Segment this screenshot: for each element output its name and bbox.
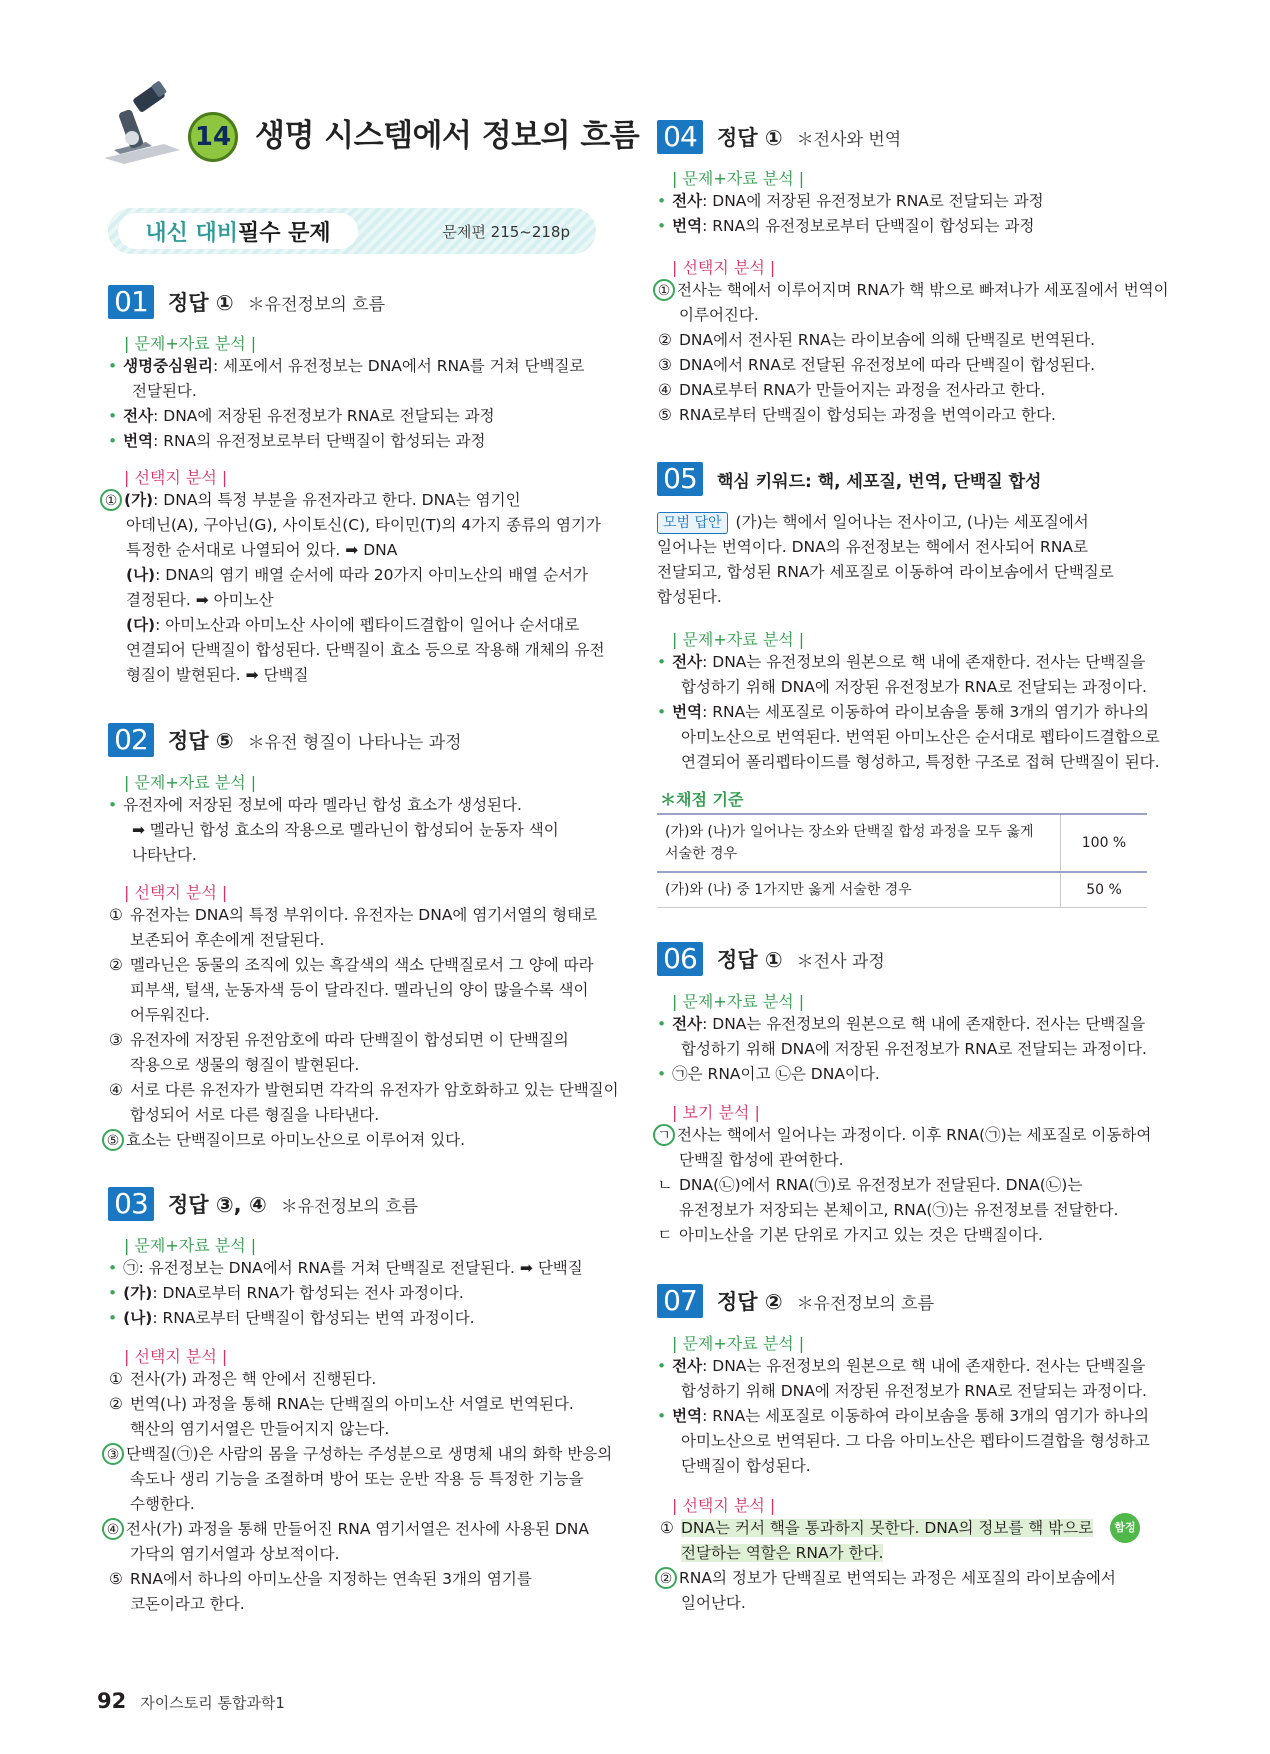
q06-bogi-line: 단백질 합성에 관여한다. (679, 1151, 844, 1169)
q05-analysis-line: 합성하기 위해 DNA에 저장된 유전정보가 RNA로 전달되는 과정이다. (681, 678, 1147, 696)
q07-choice-line: RNA의 정보가 단백질로 번역되는 과정은 세포질의 라이보솜에서 (679, 1569, 1116, 1587)
q05-analysis-heading: | 문제+자료 분석 | (672, 630, 805, 649)
choice-mark: ③ (109, 1031, 123, 1049)
q03-analysis-line: ㉠: 유전정보는 DNA에서 RNA를 거쳐 단백질로 전달된다. ➡ 단백질 (123, 1259, 583, 1277)
table-row (657, 814, 1147, 872)
q04-choices-heading: | 선택지 분석 | (672, 258, 776, 277)
q02-choice-line: 어두워진다. (130, 1006, 210, 1024)
q05-analysis-line: 아미노산으로 번역된다. 번역된 아미노산은 순서대로 펩타이드결합으로 (681, 728, 1160, 746)
q01-analysis-heading: | 문제+자료 분석 | (124, 334, 257, 353)
scoring-label: 채점 기준 (676, 790, 744, 809)
trap-badge: 함정 (1110, 1513, 1140, 1543)
q04-number: 04 (657, 120, 703, 154)
q02-choice-line: 서로 다른 유전자가 발현되면 각각의 유전자가 암호화하고 있는 단백질이 (130, 1081, 619, 1099)
table-row (657, 872, 1147, 908)
q07-choice-line-highlighted: DNA는 커서 핵을 통과하지 못한다. DNA의 정보를 핵 밖으로 (681, 1519, 1094, 1537)
q02-choices-heading: | 선택지 분석 | (124, 883, 228, 902)
q01-analysis-line: 생명중심원리: 세포에서 유전정보는 DNA에서 RNA를 거쳐 단백질로 (123, 357, 585, 375)
asterisk-icon: ＊ (660, 790, 677, 809)
q03-choice-line: 코돈이라고 한다. (130, 1595, 245, 1613)
q04-choice-line: RNA로부터 단백질이 합성되는 과정을 번역이라고 한다. (679, 406, 1056, 424)
q04-choice-line: DNA에서 전사된 RNA는 라이보솜에 의해 단백질로 번역된다. (679, 331, 1096, 349)
q05-model-answer (657, 510, 1257, 610)
q03-analysis-line: (나): RNA로부터 단백질이 합성되는 번역 과정이다. (123, 1309, 475, 1327)
banner-page-ref: 문제편 215~218p (442, 223, 570, 241)
q04-analysis-line: 번역: RNA의 유전정보로부터 단백질이 합성되는 과정 (672, 217, 1035, 235)
q03-analysis: • ㉠: 유전정보는 DNA에서 RNA를 거쳐 단백질로 전달된다. ➡ 단백질 • (가): DNA로부터 RNA가 합성되는 전사 과정이다. • (나): RNA로부터 단백질이 합성되는 번역 과정이다. (108, 1259, 583, 1327)
q07-choices-heading: | 선택지 분석 | (672, 1496, 776, 1515)
q06-bogi-line: 전사는 핵에서 일어나는 과정이다. 이후 RNA(㉠)는 세포질로 이동하여 (677, 1126, 1152, 1144)
bogi-mark: ㄴ (657, 1176, 673, 1194)
choice-mark: ⑤ (109, 1570, 123, 1588)
q03-choice-line: 번역(나) 과정을 통해 RNA는 단백질의 아미노산 서열로 번역된다. (130, 1395, 574, 1413)
q04-analysis: • 전사: DNA에 저장된 유전정보가 RNA로 전달되는 과정 • 번역: RNA의 유전정보로부터 단백질이 합성되는 과정 (657, 192, 1044, 235)
q05-analysis-line: 번역: RNA는 세포질로 이동하여 라이보솜을 통해 3개의 염기가 하나의 (672, 703, 1149, 721)
q03-choice-line: 단백질(㉠)은 사람의 몸을 구성하는 주성분으로 생명체 내의 화학 반응의 (126, 1445, 613, 1463)
q07-choice-line: 일어난다. (681, 1594, 746, 1612)
q02-analysis-heading: | 문제+자료 분석 | (124, 773, 257, 792)
q02-choice-line: 유전자는 DNA의 특정 부위이다. 유전자는 DNA에 염기서열의 형태로 (130, 906, 598, 924)
q07-analysis-line: 단백질이 합성된다. (681, 1457, 811, 1475)
q02-header (108, 723, 462, 757)
choice-mark-correct: ⑤ (102, 1129, 124, 1151)
banner-label-green: 내신 대비 (145, 220, 238, 246)
q04-choice-line: 전사는 핵에서 이루어지며 RNA가 핵 밖으로 빠져나가 세포질에서 번역이 (677, 281, 1169, 299)
q06-bogi-line: DNA(㉡)에서 RNA(㉠)로 유전정보가 전달된다. DNA(㉡)는 (679, 1176, 1083, 1194)
banner-label-black: 필수 문제 (238, 220, 331, 246)
q05-analysis-line: 연결되어 폴리펩타이드를 형성하고, 특정한 구조로 접혀 단백질이 된다. (681, 753, 1160, 771)
q07-choice-line-highlighted: 전달하는 역할은 RNA가 한다. (681, 1544, 884, 1562)
q06-analysis-line: 전사: DNA는 유전정보의 원본으로 핵 내에 존재한다. 전사는 단백질을 (672, 1015, 1146, 1033)
q03-topic: ＊유전정보의 흐름 (280, 1196, 419, 1217)
q01-answer: 정답 ① (168, 291, 234, 315)
scoring-heading (660, 787, 743, 810)
q05-number: 05 (657, 462, 703, 496)
q07-header (657, 1284, 934, 1318)
q01-choice-line: 특정한 순서대로 나열되어 있다. ➡ DNA (126, 541, 398, 559)
q01-choices (102, 488, 632, 688)
q05-model-line: 전달되고, 합성된 RNA가 세포질로 이동하여 라이보솜에서 단백질로 (657, 563, 1114, 581)
q02-choice-line: 효소는 단백질이므로 아미노산으로 이루어져 있다. (126, 1131, 466, 1149)
choice-mark: ② (658, 331, 672, 349)
q05-model-line: 일어나는 번역이다. DNA의 유전정보는 핵에서 전사되어 RNA로 (657, 538, 1088, 556)
q01-choice-line: (나): DNA의 염기 배열 순서에 따라 20가지 아미노산의 배열 순서가 (126, 566, 588, 584)
q01-analysis-line: 전사: DNA에 저장된 유전정보가 RNA로 전달되는 과정 (123, 407, 495, 425)
scoring-table (657, 813, 1147, 908)
q01-choice-line: (가): DNA의 특정 부분을 유전자라고 한다. DNA는 염기인 (124, 491, 521, 509)
q03-choice-line: 수행한다. (130, 1495, 195, 1513)
q02-analysis: • 유전자에 저장된 정보에 따라 멜라닌 합성 효소가 생성된다. ➡ 멜라닌 합성 효소의 작용으로 멜라닌이 합성되어 눈동자 색이 나타난다. (108, 793, 628, 868)
section-banner (108, 208, 596, 254)
q04-analysis-line: 전사: DNA에 저장된 유전정보가 RNA로 전달되는 과정 (672, 192, 1044, 210)
q04-choices (655, 278, 1255, 428)
q02-choices (106, 903, 631, 1153)
q06-analysis-line: 합성하기 위해 DNA에 저장된 유전정보가 RNA로 전달되는 과정이다. (681, 1040, 1147, 1058)
chapter-title: 생명 시스템에서 정보의 흐름 (255, 118, 640, 154)
q01-topic: ＊유전정보의 흐름 (247, 294, 386, 315)
q03-choice-line: 전사(가) 과정을 통해 만들어진 RNA 염기서열은 전사에 사용된 DNA (126, 1520, 589, 1538)
q07-analysis-line: 아미노산으로 번역된다. 그 다음 아미노산은 펩타이드결합을 형성하고 (681, 1432, 1150, 1450)
q05-model-line: 합성된다. (657, 588, 722, 606)
choice-mark-correct: ① (653, 279, 675, 301)
q01-choice-line: (다): 아미노산과 아미노산 사이에 펩타이드결합이 일어나 순서대로 (126, 616, 580, 634)
choice-mark: ① (660, 1519, 674, 1537)
q07-analysis-line: 합성하기 위해 DNA에 저장된 유전정보가 RNA로 전달되는 과정이다. (681, 1382, 1147, 1400)
choice-mark-correct: ④ (102, 1518, 124, 1540)
choice-mark: ④ (658, 381, 672, 399)
q01-choice-line: 연결되어 단백질이 합성된다. 단백질이 효소 등으로 작용해 개체의 유전 (126, 641, 605, 659)
q06-analysis-heading: | 문제+자료 분석 | (672, 992, 805, 1011)
q03-choice-line: 가닥의 염기서열과 상보적이다. (130, 1545, 340, 1563)
q07-analysis-line: 번역: RNA는 세포질로 이동하여 라이보솜을 통해 3개의 염기가 하나의 (672, 1407, 1149, 1425)
scoring-percent: 100 % (1061, 814, 1148, 872)
q01-analysis-line: 번역: RNA의 유전정보로부터 단백질이 합성되는 과정 (123, 432, 486, 450)
choice-mark: ⑤ (658, 406, 672, 424)
q04-choice-line: 이루어진다. (679, 306, 759, 324)
q04-choice-line: DNA로부터 RNA가 만들어지는 과정을 전사라고 한다. (679, 381, 1046, 399)
choice-mark-correct: ① (100, 489, 122, 511)
q03-choices-heading: | 선택지 분석 | (124, 1347, 228, 1366)
q06-bogi-line: 유전정보가 저장되는 본체이고, RNA(㉠)는 유전정보를 전달한다. (679, 1201, 1119, 1219)
q03-analysis-heading: | 문제+자료 분석 | (124, 1236, 257, 1255)
scoring-criteria: (가)와 (나)가 일어나는 장소와 단백질 합성 과정을 모두 옳게 서술한 경우 (657, 814, 1061, 872)
choice-mark: ① (109, 1370, 123, 1388)
q06-number: 06 (657, 942, 703, 976)
q02-answer: 정답 ⑤ (168, 729, 234, 753)
book-title: 자이스토리 통합과학1 (140, 1694, 285, 1712)
q03-choice-line: RNA에서 하나의 아미노산을 지정하는 연속된 3개의 염기를 (130, 1570, 532, 1588)
q02-topic: ＊유전 형질이 나타나는 과정 (247, 732, 462, 753)
choice-mark: ② (109, 1395, 123, 1413)
q07-number: 07 (657, 1284, 703, 1318)
q07-choices (657, 1516, 1257, 1616)
q06-bogi (655, 1123, 1255, 1248)
q03-choice-line: 전사(가) 과정은 핵 안에서 진행된다. (130, 1370, 377, 1388)
choice-mark-correct: ③ (102, 1443, 124, 1465)
q07-analysis-heading: | 문제+자료 분석 | (672, 1334, 805, 1353)
q03-choices (106, 1367, 631, 1617)
bogi-mark-correct: ㄱ (653, 1124, 675, 1146)
q01-choice-line: 아데닌(A), 구아닌(G), 사이토신(C), 타이민(T)의 4가지 종류의 염기가 (126, 516, 601, 534)
q05-analysis: • 전사: DNA는 유전정보의 원본으로 핵 내에 존재한다. 전사는 단백질을 합성하기 위해 DNA에 저장된 유전정보가 RNA로 전달되는 과정이다. • 번역: RNA는 세포질로 이동하여 라이보솜을 통해 3개의 염기가 하나의 아미노산으로 번역된다. 번역된 아미노산은 순서대로 펩타이드결합으로 연결되어 폴리펩타이드를 형성하고, 특정한 구조로 접혀 단백질이 된다. (657, 650, 1257, 775)
q06-answer: 정답 ① (717, 948, 783, 972)
q01-choices-heading: | 선택지 분석 | (124, 468, 228, 487)
q07-analysis: • 전사: DNA는 유전정보의 원본으로 핵 내에 존재한다. 전사는 단백질을 합성하기 위해 DNA에 저장된 유전정보가 RNA로 전달되는 과정이다. • 번역: RNA는 세포질로 이동하여 라이보솜을 통해 3개의 염기가 하나의 아미노산으로 번역된다. 그 다음 아미노산은 펩타이드결합을 형성하고 단백질이 합성된다. (657, 1354, 1257, 1479)
q05-header (657, 462, 1041, 496)
q03-choice-line: 핵산의 염기서열은 만들어지지 않는다. (130, 1420, 390, 1438)
q05-model-line: (가)는 핵에서 일어나는 전사이고, (나)는 세포질에서 (735, 513, 1089, 531)
q07-topic: ＊유전정보의 흐름 (796, 1293, 935, 1314)
q03-choice-line: 속도나 생리 기능을 조절하며 방어 또는 운반 작용 등 특정한 기능을 (130, 1470, 584, 1488)
q06-analysis-line: ㉠은 RNA이고 ㉡은 DNA이다. (672, 1065, 880, 1083)
choice-mark: ④ (109, 1081, 123, 1099)
q03-number: 03 (108, 1187, 154, 1221)
choice-mark: ③ (658, 356, 672, 374)
q02-analysis-line: 유전자에 저장된 정보에 따라 멜라닌 합성 효소가 생성된다. (123, 796, 522, 814)
q03-answer: 정답 ③, ④ (168, 1193, 267, 1217)
q02-choice-line: 보존되어 후손에게 전달된다. (130, 931, 325, 949)
page-footer (97, 1689, 285, 1713)
q06-bogi-heading: | 보기 분석 | (672, 1103, 760, 1122)
q01-choice-line: 결정된다. ➡ 아미노산 (126, 591, 274, 609)
choice-mark: ② (109, 956, 123, 974)
chapter-number: 14 (188, 112, 238, 162)
q05-analysis-line: 전사: DNA는 유전정보의 원본으로 핵 내에 존재한다. 전사는 단백질을 (672, 653, 1146, 671)
q01-choice-line: 형질이 발현된다. ➡ 단백질 (126, 666, 309, 684)
bogi-mark: ㄷ (657, 1226, 673, 1244)
choice-mark-correct: ② (655, 1567, 677, 1589)
scoring-percent: 50 % (1061, 872, 1148, 908)
q02-choice-line: 유전자에 저장된 유전암호에 따라 단백질이 합성되면 이 단백질의 (130, 1031, 569, 1049)
q01-header (108, 285, 385, 319)
q04-analysis-heading: | 문제+자료 분석 | (672, 169, 805, 188)
q07-answer: 정답 ② (717, 1290, 783, 1314)
q01-number: 01 (108, 285, 154, 319)
scoring-criteria: (가)와 (나) 중 1가지만 옳게 서술한 경우 (657, 872, 1061, 908)
choice-mark: ① (109, 906, 123, 924)
q02-choice-line: 멜라닌은 동물의 조직에 있는 흑갈색의 색소 단백질로서 그 양에 따라 (130, 956, 594, 974)
q04-header (657, 120, 901, 154)
q01-analysis-line: 전달된다. (132, 382, 197, 400)
q05-keyword: 핵심 키워드: 핵, 세포질, 번역, 단백질 합성 (717, 471, 1042, 492)
q02-analysis-line: 나타난다. (132, 846, 197, 864)
page-number: 92 (97, 1689, 127, 1713)
q04-answer: 정답 ① (717, 126, 783, 150)
q03-analysis-line: (가): DNA로부터 RNA가 합성되는 전사 과정이다. (123, 1284, 464, 1302)
q07-analysis-line: 전사: DNA는 유전정보의 원본으로 핵 내에 존재한다. 전사는 단백질을 (672, 1357, 1146, 1375)
q06-analysis: • 전사: DNA는 유전정보의 원본으로 핵 내에 존재한다. 전사는 단백질을 합성하기 위해 DNA에 저장된 유전정보가 RNA로 전달되는 과정이다. • ㉠은 RNA이고 ㉡은 DNA이다. (657, 1012, 1257, 1087)
q06-header (657, 942, 885, 976)
q02-choice-line: 합성되어 서로 다른 형질을 나타낸다. (130, 1106, 380, 1124)
q04-topic: ＊전사와 번역 (796, 129, 902, 150)
q06-bogi-line: 아미노산을 기본 단위로 가지고 있는 것은 단백질이다. (679, 1226, 1043, 1244)
q02-choice-line: 피부색, 털색, 눈동자색 등이 달라진다. 멜라닌의 양이 많을수록 색이 (130, 981, 589, 999)
microscope-icon (94, 80, 194, 165)
model-answer-tag: 모범 답안 (657, 512, 728, 534)
q02-analysis-line: ➡ 멜라닌 합성 효소의 작용으로 멜라닌이 합성되어 눈동자 색이 (132, 821, 559, 839)
q02-number: 02 (108, 723, 154, 757)
q04-choice-line: DNA에서 RNA로 전달된 유전정보에 따라 단백질이 합성된다. (679, 356, 1096, 374)
q06-topic: ＊전사 과정 (796, 951, 885, 972)
q01-analysis: • 생명중심원리: 세포에서 유전정보는 DNA에서 RNA를 거쳐 단백질로 전달된다. • 전사: DNA에 저장된 유전정보가 RNA로 전달되는 과정 • 번역: RNA의 유전정보로부터 단백질이 합성되는 과정 (108, 354, 628, 454)
q03-header (108, 1187, 418, 1221)
q02-choice-line: 작용으로 생물의 형질이 발현된다. (130, 1056, 360, 1074)
banner-label (118, 213, 358, 249)
